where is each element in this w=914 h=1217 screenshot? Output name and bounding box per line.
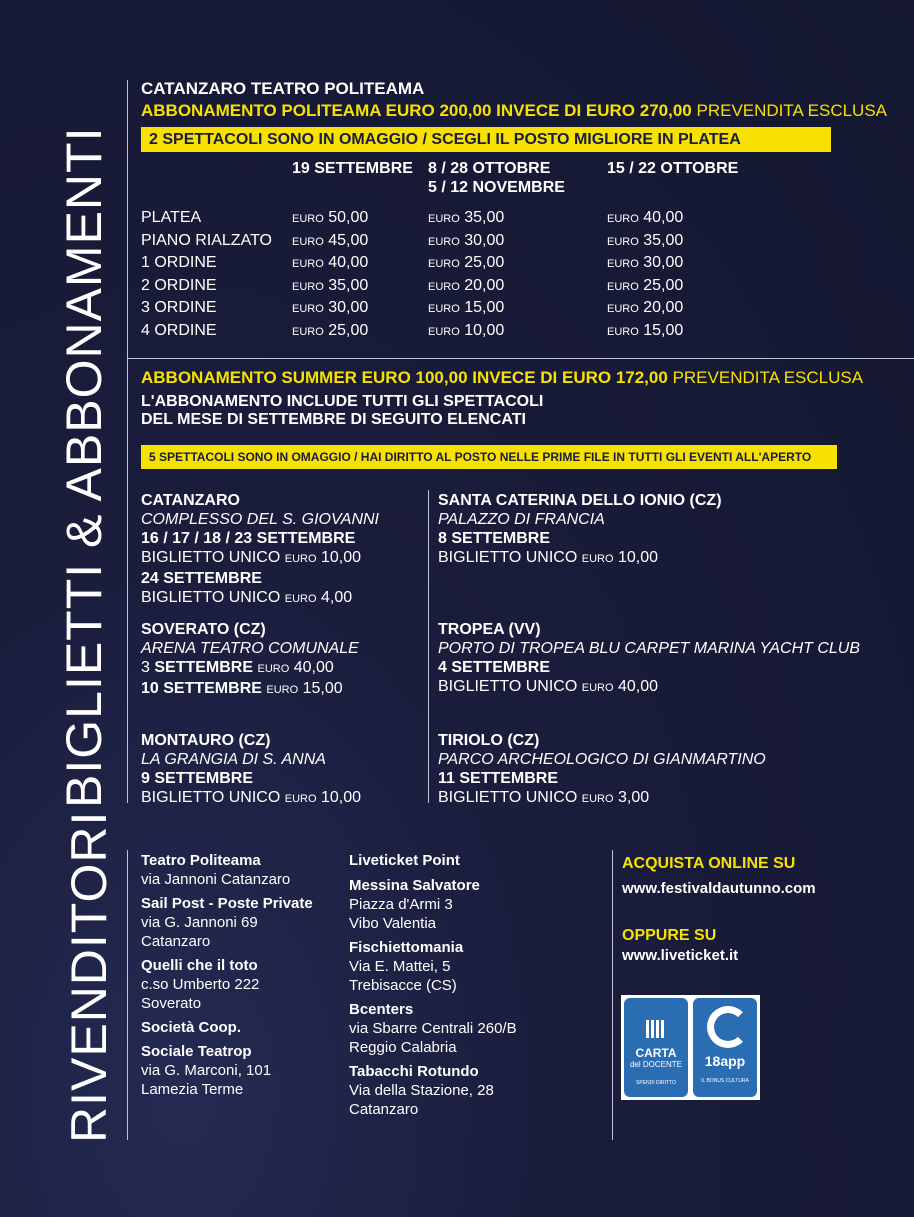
divider-vertical-bottom (127, 850, 128, 1140)
event-city: TIRIOLO (CZ) (438, 732, 540, 749)
event-ticket: BIGLIETTO UNICO EURO 10,00 (438, 549, 659, 566)
event-date: 8 SETTEMBRE (438, 530, 551, 547)
event-date: 11 SETTEMBRE (438, 770, 559, 787)
divider-horizontal (127, 358, 914, 359)
price-cell: EURO 15,00 (428, 299, 505, 316)
politeama-offer-bold: ABBONAMENTO POLITEAMA EURO 200,00 INVECE DI EURO 270,00 (141, 101, 692, 120)
col-header-ottobre: 8 / 28 OTTOBRE (428, 160, 551, 177)
price-cell: EURO 30,00 (428, 231, 505, 249)
divider-vertical-online (612, 850, 613, 1140)
online-title: ACQUISTA ONLINE SU (622, 855, 796, 872)
price-row-label: 1 ORDINE (141, 254, 217, 271)
price-row-label: 2 ORDINE (141, 276, 217, 294)
reseller: Fischiettomania Via E. Mattei, 5 Trebisacce (CS) (349, 939, 464, 994)
event-date: 16 / 17 / 18 / 23 SETTEMBRE (141, 530, 356, 547)
reseller: Sociale Teatrop via G. Marconi, 101 Lamezia Terme (141, 1043, 272, 1098)
event-city: CATANZARO (141, 492, 240, 509)
event-ticket: BIGLIETTO UNICO EURO 40,00 (438, 678, 659, 695)
event-place: COMPLESSO DEL S. GIOVANNI (141, 511, 379, 528)
summer-offer-note: PREVENDITA ESCLUSA (672, 368, 864, 387)
summer-desc-line2: DEL MESE DI SETTEMBRE DI SEGUITO ELENCATI (141, 411, 526, 428)
qr-icon (646, 1020, 664, 1038)
event-date: 9 SETTEMBRE (141, 770, 254, 787)
section-title-biglietti: BIGLIETTI & ABBONAMENTI (56, 126, 112, 808)
carta-small-label: SPENDI DIRITTO (636, 1080, 676, 1086)
event-soverato (141, 620, 359, 700)
event-ticket: BIGLIETTO UNICO EURO 10,00 (141, 789, 362, 806)
c-glyph-icon (707, 1006, 749, 1048)
event-place: LA GRANGIA DI S. ANNA (141, 751, 326, 768)
event-date-price: 10 SETTEMBRE EURO 15,00 (141, 680, 343, 697)
event-city: SOVERATO (CZ) (141, 621, 266, 638)
reseller: Messina Salvatore Piazza d'Armi 3 Vibo Valentia (349, 877, 480, 932)
reseller: Tabacchi Rotundo Via della Stazione, 28 Catanzaro (349, 1063, 494, 1118)
summer-desc-line1: L'ABBONAMENTO INCLUDE TUTTI GLI SPETTACOLI (141, 393, 544, 410)
price-cell: EURO 30,00 (607, 254, 684, 271)
politeama-offer (141, 101, 887, 121)
politeama-offer-note: PREVENDITA ESCLUSA (696, 101, 888, 120)
section-title-rivenditori: RIVENDITORI (61, 810, 117, 1143)
online-title-alt: OPPURE SU (622, 927, 717, 944)
reseller: Liveticket Point (349, 852, 460, 869)
event-ticket: BIGLIETTO UNICO EURO 4,00 (141, 589, 353, 606)
reseller: Quelli che il toto c.so Umberto 222 Soverato (141, 957, 260, 1012)
event-santa-caterina (438, 491, 722, 569)
politeama-banner: 2 SPETTACOLI SONO IN OMAGGIO / SCEGLI IL POSTO MIGLIORE IN PLATEA (141, 127, 831, 152)
event-place: PORTO DI TROPEA BLU CARPET MARINA YACHT CLUB (438, 640, 861, 657)
reseller: Teatro Politeama via Jannoni Catanzaro (141, 852, 291, 888)
price-row-label: PLATEA (141, 209, 202, 226)
col-header-novembre: 5 / 12 NOVEMBRE (428, 179, 565, 196)
resellers-col2 (349, 851, 517, 1119)
event-place: ARENA TEATRO COMUNALE (141, 640, 359, 657)
reseller: Sail Post - Poste Private via G. Jannoni 69 Catanzaro (141, 895, 313, 950)
summer-offer-bold: ABBONAMENTO SUMMER EURO 100,00 INVECE DI EURO 172,00 (141, 368, 668, 387)
event-ticket: BIGLIETTO UNICO EURO 10,00 (141, 549, 362, 566)
event-tiriolo (438, 731, 766, 809)
price-cell: EURO 30,00 (292, 299, 369, 316)
logos-panel (621, 995, 760, 1100)
event-tropea (438, 620, 860, 698)
price-row-label: PIANO RIALZATO (141, 231, 272, 249)
event-city: MONTAURO (CZ) (141, 732, 271, 749)
divider-vertical-events (428, 490, 429, 803)
event-montauro (141, 731, 361, 809)
18app-label: 18app (704, 1053, 746, 1069)
carta-docente-logo (624, 998, 688, 1097)
event-date: 4 SETTEMBRE (438, 659, 551, 676)
price-cell: EURO 20,00 (607, 299, 684, 316)
price-cell: EURO 35,00 (292, 276, 369, 294)
divider-vertical-top (127, 80, 128, 803)
docente-label: del DOCENTE (629, 1060, 682, 1069)
event-city: SANTA CATERINA DELLO IONIO (CZ) (438, 492, 722, 509)
politeama-venue: CATANZARO TEATRO POLITEAMA (141, 79, 425, 98)
col-header-15-22-ottobre: 15 / 22 OTTOBRE (607, 160, 739, 177)
event-date-price: 3 SETTEMBRE EURO 40,00 (141, 659, 334, 676)
summer-offer (141, 368, 863, 388)
summer-banner: 5 SPETTACOLI SONO IN OMAGGIO / HAI DIRITTO AL POSTO NELLE PRIME FILE IN TUTTI GLI EVENTI ALL'APERTO (141, 445, 837, 469)
price-cell: EURO 15,00 (607, 321, 684, 339)
carta-label: CARTA (635, 1046, 677, 1060)
reseller: Società Coop. (141, 1019, 242, 1036)
event-catanzaro (141, 491, 379, 609)
event-ticket: BIGLIETTO UNICO EURO 3,00 (438, 789, 650, 806)
col-header-19-settembre: 19 SETTEMBRE (292, 160, 413, 177)
event-place: PARCO ARCHEOLOGICO DI GIANMARTINO (438, 751, 766, 768)
price-row-label: 3 ORDINE (141, 299, 217, 316)
price-cell: EURO 25,00 (292, 321, 369, 339)
price-cell: EURO 25,00 (428, 254, 505, 271)
price-cell: EURO 45,00 (292, 231, 369, 249)
price-cell: EURO 40,00 (292, 254, 369, 271)
price-cell: EURO 40,00 (607, 209, 684, 226)
online-url-festival[interactable]: www.festivaldautunno.com (622, 880, 816, 897)
price-cell: EURO 25,00 (607, 276, 684, 294)
18app-small-label: IL BONUS CULTURA (701, 1078, 749, 1084)
price-cell: EURO 10,00 (428, 321, 505, 339)
event-place: PALAZZO DI FRANCIA (438, 511, 605, 528)
reseller: Bcenters via Sbarre Centrali 260/B Reggio Calabria (349, 1001, 517, 1056)
price-row-label: 4 ORDINE (141, 321, 217, 339)
online-url-liveticket[interactable]: www.liveticket.it (622, 947, 739, 964)
18app-logo (693, 998, 757, 1097)
event-date: 24 SETTEMBRE (141, 570, 262, 587)
price-cell: EURO 35,00 (428, 209, 505, 226)
resellers-col1 (141, 851, 313, 1099)
price-cell: EURO 50,00 (292, 209, 369, 226)
price-cell: EURO 35,00 (607, 231, 684, 249)
event-city: TROPEA (VV) (438, 621, 541, 638)
price-cell: EURO 20,00 (428, 276, 505, 294)
